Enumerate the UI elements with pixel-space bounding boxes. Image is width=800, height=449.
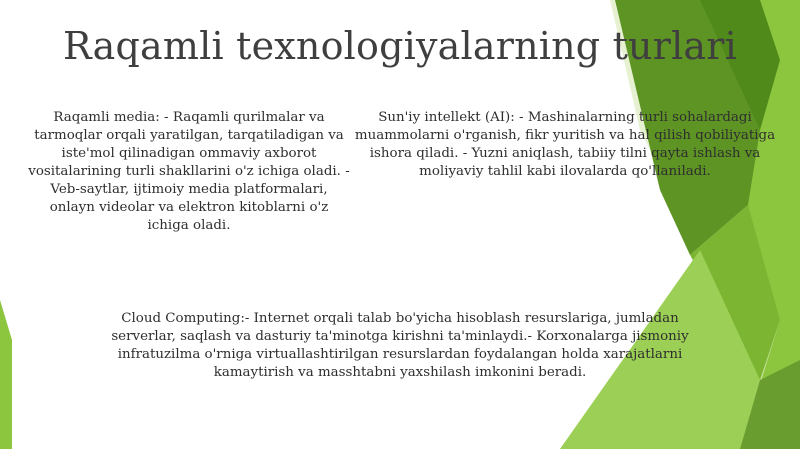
digital-media-text: Raqamli media: - Raqamli qurilmalar va tarmoqlar orqali yaratilgan, tarqatiladigan va iste'mol qilinadigan ommaviy axborot vositalarining turli shakllarini o'z ichiga oladi. - Veb-saytlar, ijtimoiy media platformalari, onlayn videolar va elektron kitoblarni o'z ichiga oladi. — [28, 110, 350, 233]
cloud-computing-text: Cloud Computing:- Internet orqali talab bo'yicha hisoblash resurslariga, jumladan serverlar, saqlash va dasturiy ta'minotga kirishni ta'minlaydi.- Korxonalarga jismoniy infratuzilma o'rniga virtuallashtirilgan resurslardan foydalangan holda xarajatlarni kamaytirish va masshtabni yaxshilash imkonini beradi. — [111, 311, 689, 380]
left-edge-accent — [0, 300, 12, 449]
ai-text: Sun'iy intellekt (AI): - Mashinalarning turli sohalardagi muammolarni o'rganish, fikr yuritish va hal qilish qobiliyatiga ishora qiladi. - Yuzni aniqlash, tabiiy tilni qayta ishlash va moliyaviy tahlil kabi ilovalarda qo'llaniladi. — [354, 110, 776, 179]
slide-title: Raqamli texnologiyalarning turlari — [62, 24, 738, 68]
